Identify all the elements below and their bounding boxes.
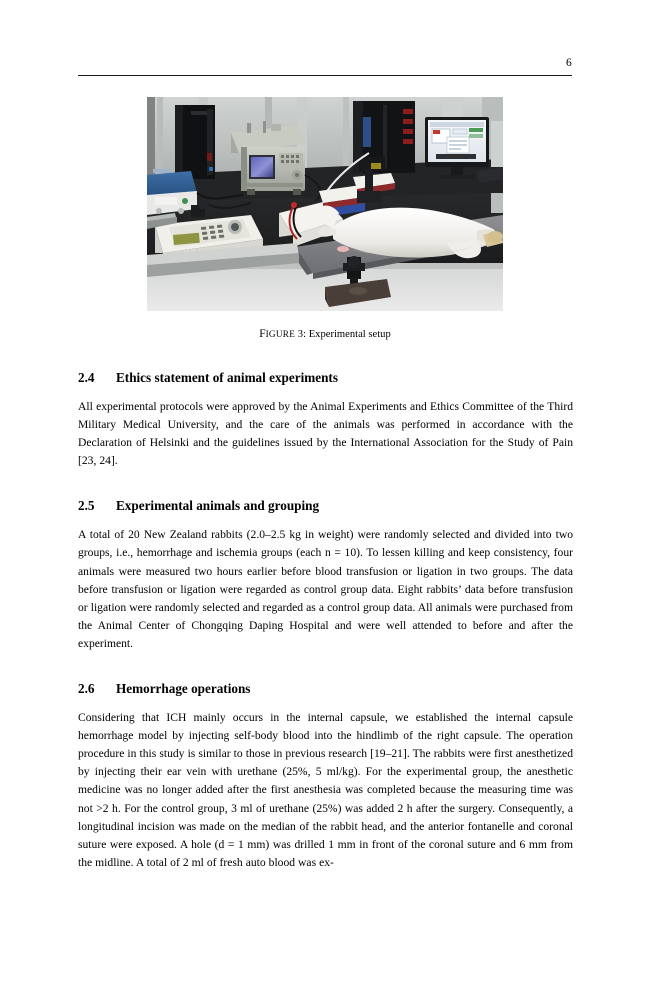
figure-caption — [0, 328, 650, 341]
paragraph-2-4-1: All experimental protocols were approved by the Animal Experiments and Ethics Committee of the Third Military Medical University, and the care of the animals was performed in accordance with the Declaration of Helsinki and the guidelines issued by the International Association for the Study of Pain [23, 24]. — [78, 400, 573, 468]
section-number-2-4: 2.4 — [78, 370, 95, 385]
page-number: 6 — [566, 57, 572, 69]
page-header — [78, 56, 572, 84]
section-title-2-6: Hemorrhage operations — [116, 681, 251, 697]
section-number-2-6: 2.6 — [78, 681, 95, 697]
figure-caption-number: 3: — [295, 329, 309, 340]
figure-caption-text: Experimental setup — [308, 329, 391, 340]
section-heading-2-5 — [78, 498, 573, 514]
photo-svg — [147, 97, 503, 311]
section-number-2-5: 2.5 — [78, 498, 95, 514]
figure-caption-label-head: F — [259, 328, 266, 340]
spacer — [78, 653, 573, 681]
figure-3-block — [0, 97, 650, 341]
experimental-setup-photo — [147, 97, 503, 311]
section-heading-2-4 — [78, 370, 573, 386]
header-rule — [78, 75, 572, 76]
figure-caption-label-rest: IGURE — [265, 329, 296, 339]
section-title-2-4: Ethics statement of animal experiments — [116, 370, 338, 385]
body-column — [78, 370, 573, 872]
section-heading-2-6 — [78, 681, 573, 697]
paragraph-2-5-1: A total of 20 New Zealand rabbits (2.0–2.5 kg in weight) were randomly selected and divided into two groups, i.e., hemorrhage and ischemia groups (each n = 10). To lessen killing and keep consistency, four animals were measured two hours earlier before blood transfusion or ligation in two groups. The data before transfusion or ligation were regarded as control group data. Eight rabbits’ data before transfusion or ligation were randomly selected and regarded as a control group data. All animals were purchased from the Animal Center of Chongqing Daping Hospital and were well attended to before and after the experiment. — [78, 528, 573, 650]
spacer — [78, 470, 573, 498]
section-title-2-5: Experimental animals and grouping — [116, 498, 320, 514]
paragraph-2-6-1: Considering that ICH mainly occurs in the internal capsule, we established the internal capsule hemorrhage model by injecting self-body blood into the hindlimb of the right capsule. The operation procedure in this study is similar to those in previous research [19–21]. The rabbits were first anesthetized by injecting their ear vein with urethane (25%, 5 ml/kg). For the experimental group, the anesthetic medicine was no longer added after the first anesthesia was completed because the measuring time was not >2 h. For the control group, 3 ml of urethane (25%) was added 2 h after the surgery. Consequently, a longitudinal incision was made on the median of the rabbit head, and the anterior fontanelle and coronal suture were exposed. A hole (d = 1 mm) was drilled 1 mm in front of the coronal suture and 6 mm from the midline. A total of 2 ml of fresh auto blood was ex- — [78, 711, 573, 869]
